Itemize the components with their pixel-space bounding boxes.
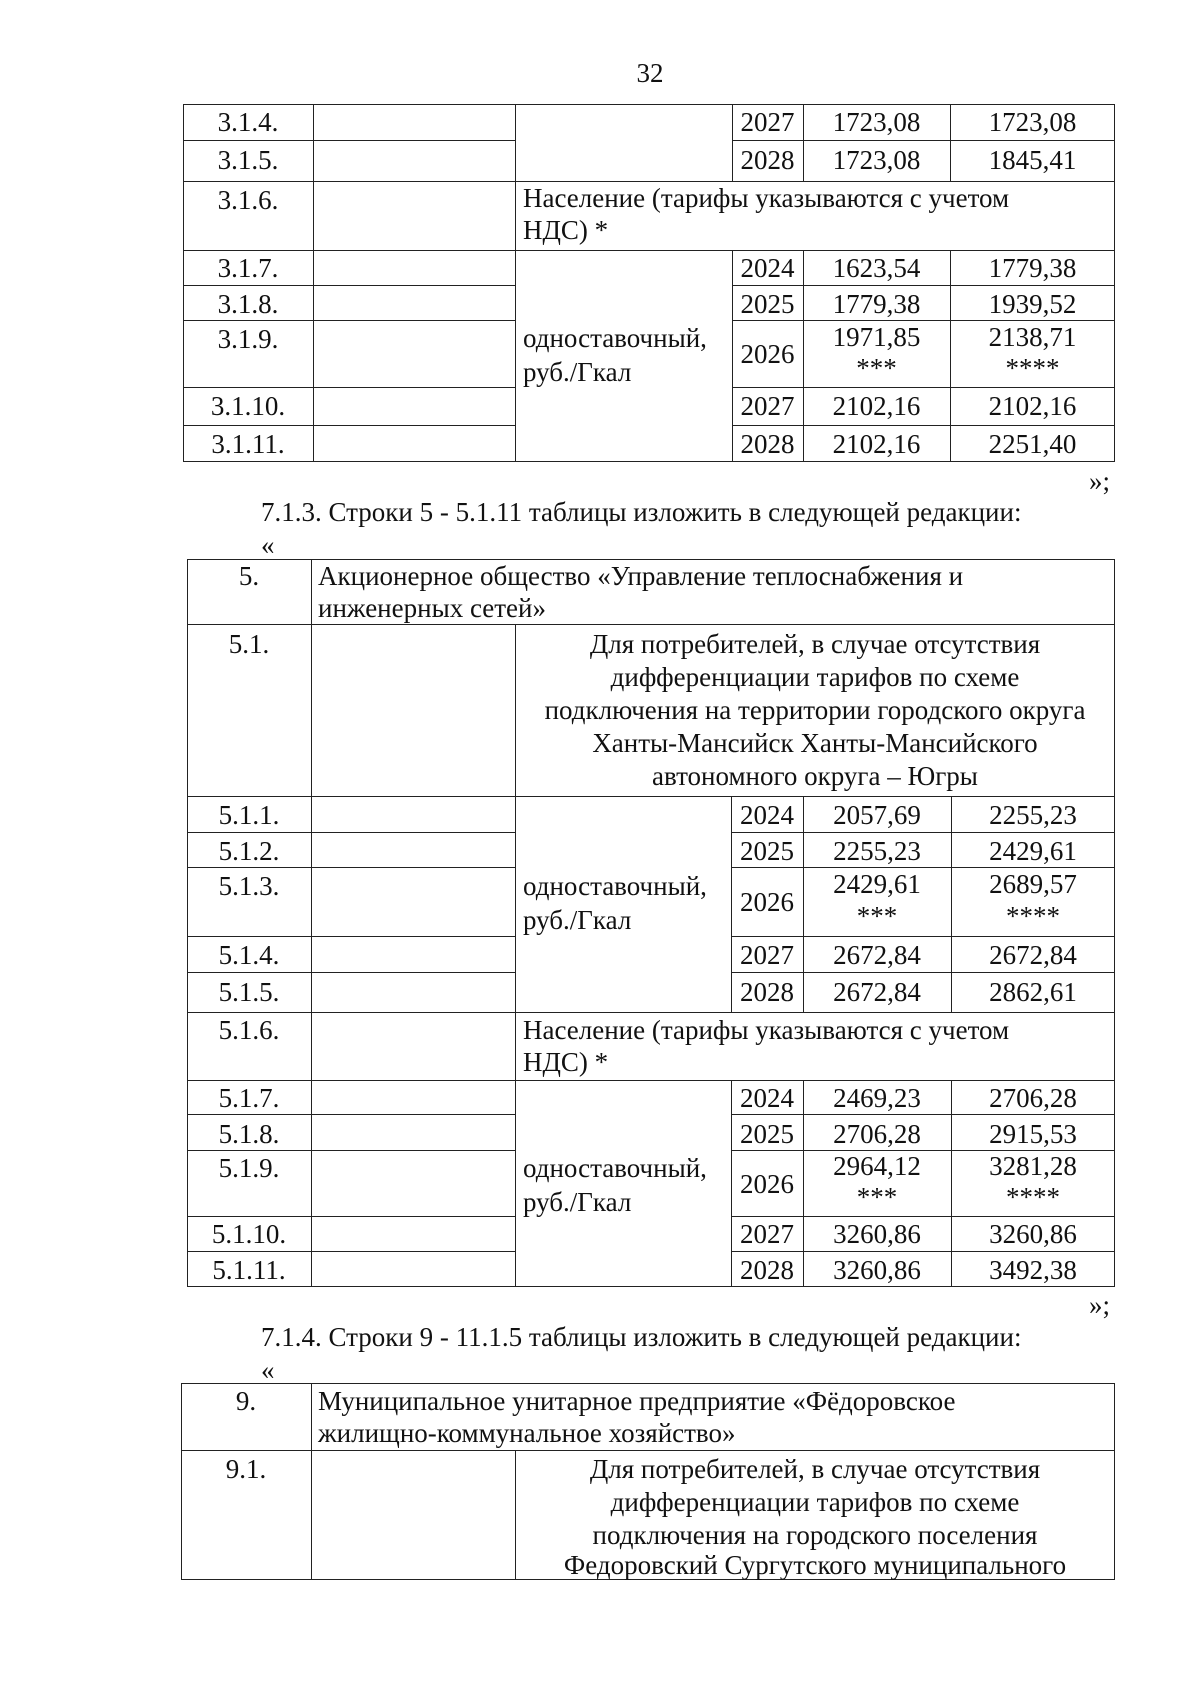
tariff-value: 2138,71 (988, 322, 1077, 352)
row-number: 3.1.10. (210, 391, 286, 421)
tariff-value: 1623,54 (832, 253, 921, 283)
row-number: 5.1.3. (218, 871, 280, 901)
year-cell: 2027 (740, 107, 795, 137)
year-cell: 2027 (740, 940, 794, 970)
consumer-description: Федоровский Сургутского муниципального (563, 1550, 1067, 1580)
row-number: 5.1.10. (211, 1219, 287, 1249)
row-number: 3.1.7. (217, 253, 279, 283)
tariff-value: 1779,38 (832, 289, 921, 319)
consumer-description: дифференциации тарифов по схеме (610, 1487, 1020, 1517)
row-number: 3.1.9. (217, 324, 279, 354)
tariff-value: 2102,16 (988, 391, 1077, 421)
opening-quote: « (261, 530, 275, 560)
year-cell: 2026 (740, 887, 794, 917)
paragraph-7-1-3: 7.1.3. Строки 5 - 5.1.11 таблицы изложить в следующей редакции: (261, 497, 1022, 527)
page-number: 32 (636, 58, 664, 88)
tariff-value: 3260,86 (833, 1219, 921, 1249)
rate-type: одноставочный, (523, 323, 707, 353)
rate-type: одноставочный, (523, 871, 707, 901)
year-cell: 2026 (740, 1169, 794, 1199)
closing-quote: »; (1088, 1290, 1110, 1320)
year-cell: 2028 (740, 145, 795, 175)
year-cell: 2028 (740, 429, 795, 459)
tariff-footnote-mark: **** (1005, 353, 1060, 383)
tariff-value: 2102,16 (832, 429, 921, 459)
row-number: 3.1.6. (217, 185, 279, 215)
year-cell: 2024 (740, 1083, 794, 1113)
year-cell: 2024 (740, 800, 794, 830)
row-number: 9.1. (225, 1454, 267, 1484)
year-cell: 2025 (740, 289, 795, 319)
consumer-description: автономного округа – Югры (652, 761, 978, 791)
tariff-value: 2706,28 (833, 1119, 921, 1149)
consumer-description: подключения на городского поселения (592, 1520, 1038, 1550)
opening-quote: « (261, 1355, 275, 1385)
consumer-description: Для потребителей, в случае отсутствия (589, 1454, 1041, 1484)
rate-type: одноставочный, (523, 1153, 707, 1183)
organization-name: Муниципальное унитарное предприятие «Фёдоровское (318, 1386, 956, 1416)
population-note: Население (тарифы указываются с учетом (523, 1015, 1010, 1045)
consumer-description: подключения на территории городского округа (544, 695, 1086, 725)
tariff-footnote-mark: *** (856, 1182, 898, 1212)
row-number: 5.1.1. (218, 800, 280, 830)
year-cell: 2027 (740, 391, 795, 421)
tariff-value: 2862,61 (989, 977, 1077, 1007)
tariff-value: 2915,53 (989, 1119, 1077, 1149)
tariff-value: 1723,08 (832, 145, 921, 175)
tariff-value: 2672,84 (833, 940, 921, 970)
tariff-value: 3260,86 (833, 1255, 921, 1285)
consumer-description: Ханты-Мансийск Ханты-Мансийского (592, 728, 1038, 758)
year-cell: 2024 (740, 253, 795, 283)
tariff-value: 2672,84 (989, 940, 1077, 970)
year-cell: 2028 (740, 977, 794, 1007)
tariff-value: 3492,38 (989, 1255, 1077, 1285)
row-number: 5. (238, 561, 260, 591)
tariff-value: 1779,38 (988, 253, 1077, 283)
tariff-value: 3281,28 (989, 1151, 1077, 1181)
tariff-footnote-mark: *** (856, 901, 898, 931)
year-cell: 2026 (740, 339, 795, 369)
tariff-value: 2429,61 (833, 869, 921, 899)
row-number: 5.1.7. (218, 1083, 280, 1113)
row-number: 5.1.5. (218, 977, 280, 1007)
tariff-value: 1723,08 (832, 107, 921, 137)
row-number: 9. (235, 1386, 257, 1416)
row-number: 3.1.8. (217, 289, 279, 319)
row-number: 5.1.8. (218, 1119, 280, 1149)
population-note: НДС) * (523, 215, 609, 245)
population-note: Население (тарифы указываются с учетом (523, 183, 1010, 213)
tariff-value: 2057,69 (833, 800, 921, 830)
row-number: 5.1.9. (218, 1153, 280, 1183)
tariff-value: 2469,23 (833, 1083, 921, 1113)
tariff-value: 2964,12 (833, 1151, 921, 1181)
tariff-value: 1939,52 (988, 289, 1077, 319)
tariff-footnote-mark: *** (856, 353, 897, 383)
consumer-description: Для потребителей, в случае отсутствия (589, 629, 1041, 659)
organization-name: жилищно-коммунальное хозяйство» (318, 1418, 736, 1448)
tariff-value: 2102,16 (832, 391, 921, 421)
tariff-value: 2429,61 (989, 836, 1077, 866)
row-number: 5.1.6. (218, 1015, 280, 1045)
row-number: 5.1.4. (218, 940, 280, 970)
tariff-footnote-mark: **** (1006, 1182, 1060, 1212)
organization-name: Акционерное общество «Управление теплоснабжения и (318, 561, 964, 591)
closing-quote: »; (1088, 466, 1110, 496)
year-cell: 2028 (740, 1255, 794, 1285)
row-number: 3.1.5. (217, 145, 279, 175)
consumer-description: дифференциации тарифов по схеме (610, 662, 1020, 692)
tariff-value: 2255,23 (833, 836, 921, 866)
organization-name: инженерных сетей» (318, 593, 546, 623)
rate-type: руб./Гкал (523, 905, 632, 935)
tariff-value: 2706,28 (989, 1083, 1077, 1113)
tariff-value: 1971,85 (832, 322, 921, 352)
tariff-footnote-mark: **** (1006, 901, 1060, 931)
paragraph-7-1-4: 7.1.4. Строки 9 - 11.1.5 таблицы изложить в следующей редакции: (261, 1322, 1022, 1352)
tariff-value: 2255,23 (989, 800, 1077, 830)
tariff-value: 1723,08 (988, 107, 1077, 137)
year-cell: 2025 (740, 1119, 794, 1149)
year-cell: 2027 (740, 1219, 794, 1249)
tariff-value: 2689,57 (989, 869, 1077, 899)
row-number: 3.1.4. (217, 107, 279, 137)
tariff-value: 2672,84 (833, 977, 921, 1007)
row-number: 5.1. (228, 629, 270, 659)
tariff-value: 1845,41 (988, 145, 1077, 175)
row-number: 5.1.11. (212, 1255, 286, 1285)
tariff-value: 2251,40 (988, 429, 1077, 459)
rate-type: руб./Гкал (523, 357, 632, 387)
year-cell: 2025 (740, 836, 794, 866)
row-number: 5.1.2. (218, 836, 280, 866)
population-note: НДС) * (523, 1047, 609, 1077)
tariff-value: 3260,86 (989, 1219, 1077, 1249)
rate-type: руб./Гкал (523, 1187, 632, 1217)
row-number: 3.1.11. (211, 429, 285, 459)
